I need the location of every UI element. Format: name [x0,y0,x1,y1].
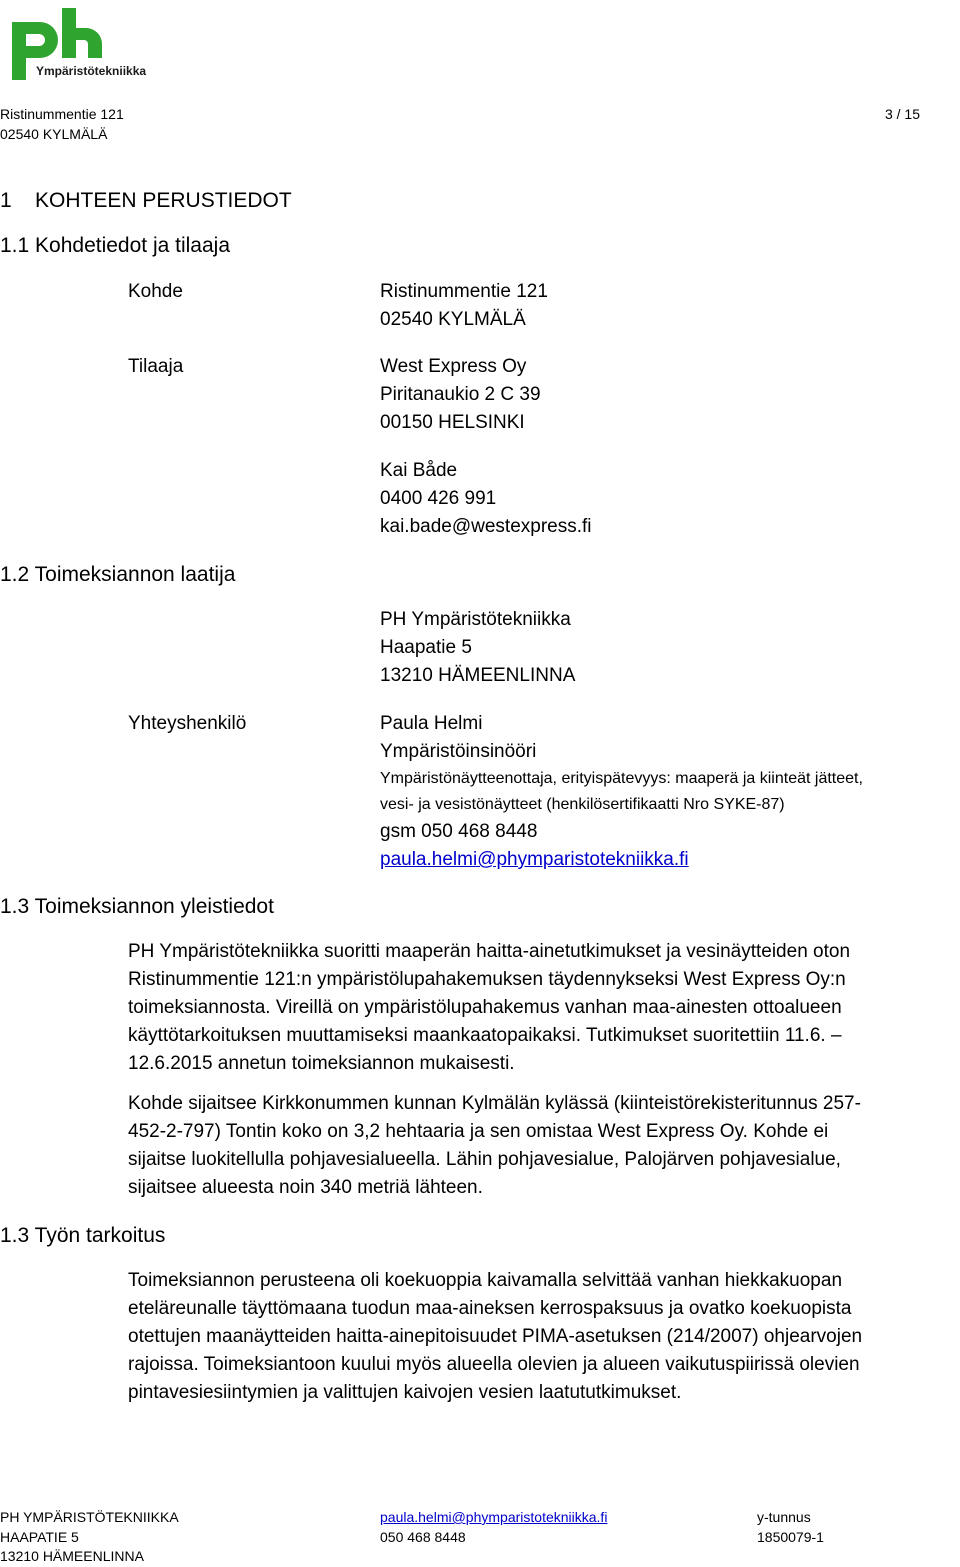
header-address-line1: Ristinummentie 121 [0,106,124,122]
contact-email: kai.bade@westexpress.fi [380,516,592,537]
paragraph-line: eteläreunalle täyttömaana tuodun maa-aineksen kerrospaksuus ja ovatko koekuopista [128,1298,852,1319]
company-line: Haapatie 5 [380,637,472,658]
contact-name: Kai Både [380,460,458,481]
paragraph-line: PH Ympäristötekniikka suoritti maaperän haitta-ainetutkimukset ja vesinäytteiden oton [128,941,851,962]
logo-tagline: Ympäristötekniikka [36,64,147,78]
section-1-1-title: 1.1 Kohdetiedot ja tilaaja [0,234,231,257]
paragraph-line: 12.6.2015 annetun toimeksiannon mukaisesti. [128,1053,515,1074]
company-logo [10,8,170,84]
page-number: 3 / 15 [884,106,920,122]
paragraph-line: käyttötarkoituksen muuttamiseksi maankaatopaikaksi. Tutkimukset suoritettiin 11.6. – [128,1025,842,1046]
person-name: Paula Helmi [380,713,483,734]
footer-contact [380,1508,607,1547]
tilaaja-line: 00150 HELSINKI [380,412,525,433]
footer-email-link[interactable]: paula.helmi@phymparistotekniikka.fi [380,1509,608,1525]
paragraph-line: toimeksiannosta. Vireillä on ympäristölupahakemus vanhan maa-ainesten ottoalueen [128,997,842,1018]
yleistiedot-paragraph-2 [128,1090,861,1202]
paragraph-line: 452-2-797) Tontin koko on 3,2 hehtaaria ja sen omistaa West Express Oy. Kohde ei [128,1121,829,1142]
contact-phone: 0400 426 991 [380,488,497,509]
kohde-line: Ristinummentie 121 [380,281,548,302]
footer-phone: 050 468 8448 [380,1528,466,1545]
laatija-company [380,606,575,690]
yhteyshenkilo-label: Yhteyshenkilö [128,713,247,734]
paragraph-line: otettujen maanäytteiden haitta-ainepitoisuudet PIMA-asetuksen (214/2007) ohjearvojen [128,1326,863,1347]
section-1-3-tyon-tarkoitus-title: 1.3 Työn tarkoitus [0,1224,166,1247]
footer-line: PH YMPÄRISTÖTEKNIIKKA [0,1509,179,1525]
person-title: Ympäristöinsinööri [380,741,537,762]
person-cert-line: Ympäristönäytteenottaja, erityispätevyys: maaperä ja kiinteät jätteet, [380,770,863,787]
footer-line: 13210 HÄMEENLINNA [0,1548,144,1564]
paragraph-line: Kohde sijaitsee Kirkkonummen kunnan Kylmälän kylässä (kiinteistörekisteritunnus 257- [128,1093,861,1114]
tarkoitus-paragraph [128,1267,862,1407]
footer-line: 1850079-1 [757,1528,824,1545]
tilaaja-label: Tilaaja [128,356,184,377]
company-line: PH Ympäristötekniikka [380,609,571,630]
contact-person [380,710,863,874]
tilaaja-contact [380,457,592,541]
paragraph-line: pintavesiesiintymien ja valittujen kaivojen vesien laatututkimukset. [128,1382,682,1403]
paragraph-line: rajoissa. Toimeksiantoon kuului myös alueella olevien ja alueen vaikutuspiirissä olevien [128,1354,860,1375]
paragraph-line: Toimeksiannon perusteena oli koekuoppia kaivamalla selvittää vanhan hiekkakuopan [128,1270,843,1291]
section-1-title: 1 KOHTEEN PERUSTIEDOT [0,189,292,212]
header-address-line2: 02540 KYLMÄLÄ [0,126,108,142]
footer-business-id [757,1508,824,1547]
section-1-3-title: 1.3 Toimeksiannon yleistiedot [0,895,274,918]
footer-line: HAAPATIE 5 [0,1528,79,1545]
tilaaja-line: Piritanaukio 2 C 39 [380,384,541,405]
paragraph-line: sijaitsee alueesta noin 340 metriä lähteen. [128,1177,483,1198]
person-cert-line: vesi- ja vesistönäytteet (henkilösertifikaatti Nro SYKE-87) [380,796,785,813]
kohde-line: 02540 KYLMÄLÄ [380,309,526,330]
company-line: 13210 HÄMEENLINNA [380,665,576,686]
yleistiedot-paragraph-1 [128,938,850,1078]
person-phone: gsm 050 468 8448 [380,821,538,842]
kohde-value [380,278,548,334]
kohde-label: Kohde [128,281,183,302]
paragraph-line: Ristinummentie 121:n ympäristölupahakemuksen täydennykseksi West Express Oy:n [128,969,846,990]
section-1-2-title: 1.2 Toimeksiannon laatija [0,563,236,586]
tilaaja-line: West Express Oy [380,356,527,377]
paragraph-line: sijaitse luokitellulla pohjavesialueella. Lähin pohjavesialue, Palojärven pohjavesialue, [128,1149,841,1170]
person-email-link[interactable]: paula.helmi@phymparistotekniikka.fi [380,849,689,870]
footer-company [0,1508,179,1567]
tilaaja-value [380,353,541,437]
footer-line: y-tunnus [757,1509,811,1525]
